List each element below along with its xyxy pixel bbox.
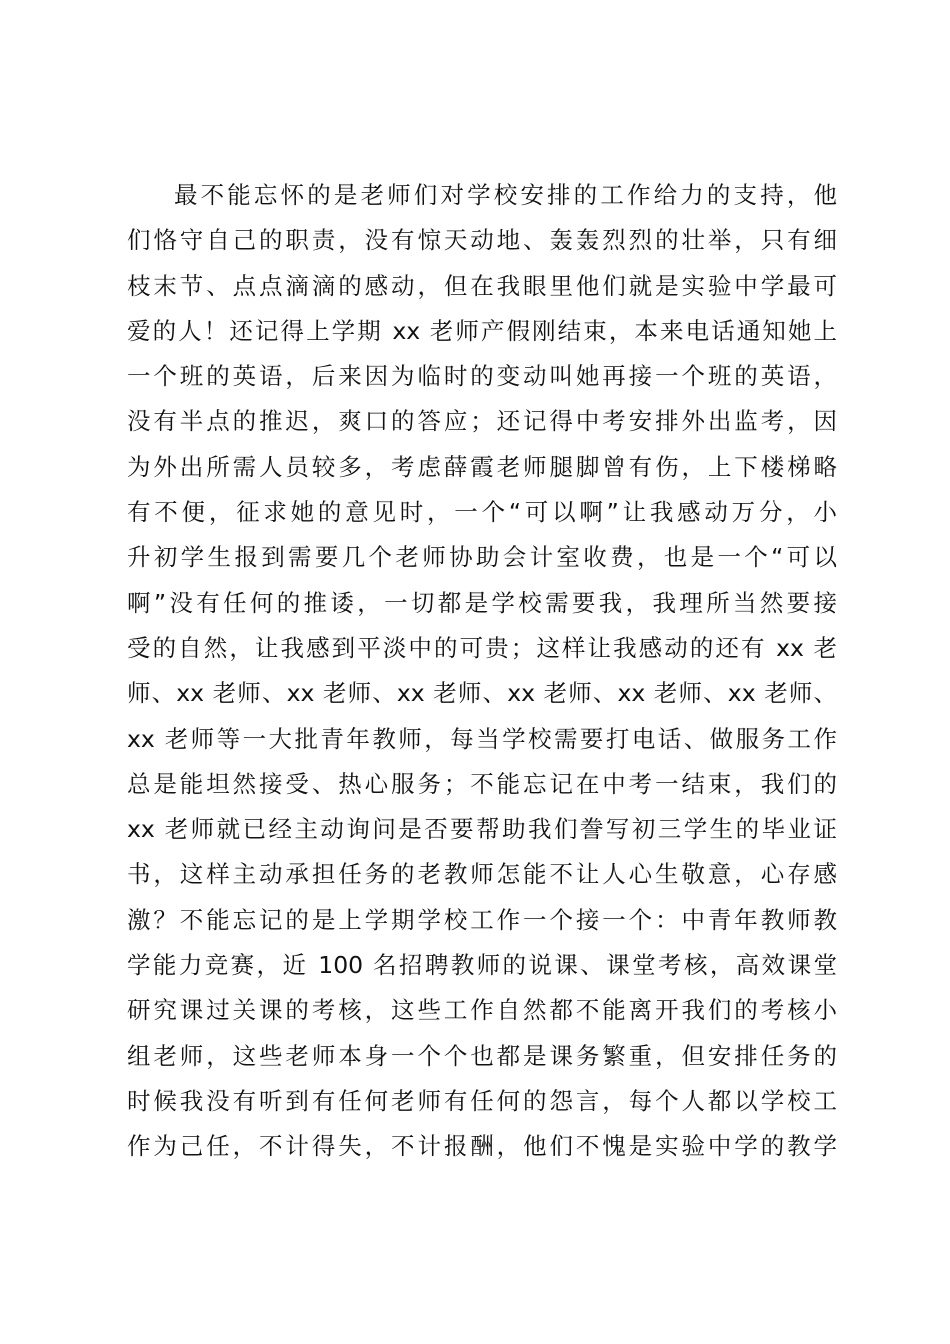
text-line: xx 老师等一大批青年教师，每当学校需要打电话、做服务工作 [127, 724, 837, 753]
text-line: 受的自然，让我感到平淡中的可贵；这样让我感动的还有 xx 老 [127, 633, 837, 662]
text-line: 爱的人！还记得上学期 xx 老师产假刚结束，本来电话通知她上 [127, 316, 837, 345]
text-line: 一个班的英语，后来因为临时的变动叫她再接一个班的英语， [127, 362, 837, 391]
text-line: 总是能坦然接受、热心服务；不能忘记在中考一结束，我们的 [127, 769, 837, 798]
text-line: xx 老师就已经主动询问是否要帮助我们誊写初三学生的毕业证 [127, 815, 837, 844]
text-line: 师、xx 老师、xx 老师、xx 老师、xx 老师、xx 老师、xx 老师、 [127, 679, 837, 708]
text-line: 没有半点的推迟，爽口的答应；还记得中考安排外出监考，因 [127, 407, 837, 436]
text-line: 时候我没有听到有任何老师有任何的怨言，每个人都以学校工 [127, 1086, 837, 1115]
text-line: 作为己任，不计得失，不计报酬，他们不愧是实验中学的教学 [127, 1132, 837, 1161]
text-line: 啊”没有任何的推诿，一切都是学校需要我，我理所当然要接 [127, 588, 837, 617]
text-line: 枝末节、点点滴滴的感动，但在我眼里他们就是实验中学最可 [127, 271, 837, 300]
text-line: 升初学生报到需要几个老师协助会计室收费，也是一个“可以 [127, 543, 837, 572]
text-line: 组老师，这些老师本身一个个也都是课务繁重，但安排任务的 [127, 1041, 837, 1070]
text-line: 激？不能忘记的是上学期学校工作一个接一个：中青年教师教 [127, 905, 837, 934]
text-line: 最不能忘怀的是老师们对学校安排的工作给力的支持，他 [174, 181, 837, 209]
body-paragraph [127, 173, 837, 1170]
text-line: 书，这样主动承担任务的老教师怎能不让人心生敬意，心存感 [127, 860, 837, 889]
text-line: 有不便，征求她的意见时，一个“可以啊”让我感动万分，小 [127, 498, 837, 527]
text-line: 为外出所需人员较多，考虑薛霞老师腿脚曾有伤，上下楼梯略 [127, 452, 837, 481]
text-line: 们恪守自己的职责，没有惊天动地、轰轰烈烈的壮举，只有细 [127, 226, 837, 255]
text-line: 学能力竞赛，近 100 名招聘教师的说课、课堂考核，高效课堂 [127, 951, 837, 980]
text-line: 研究课过关课的考核，这些工作自然都不能离开我们的考核小 [127, 996, 837, 1025]
